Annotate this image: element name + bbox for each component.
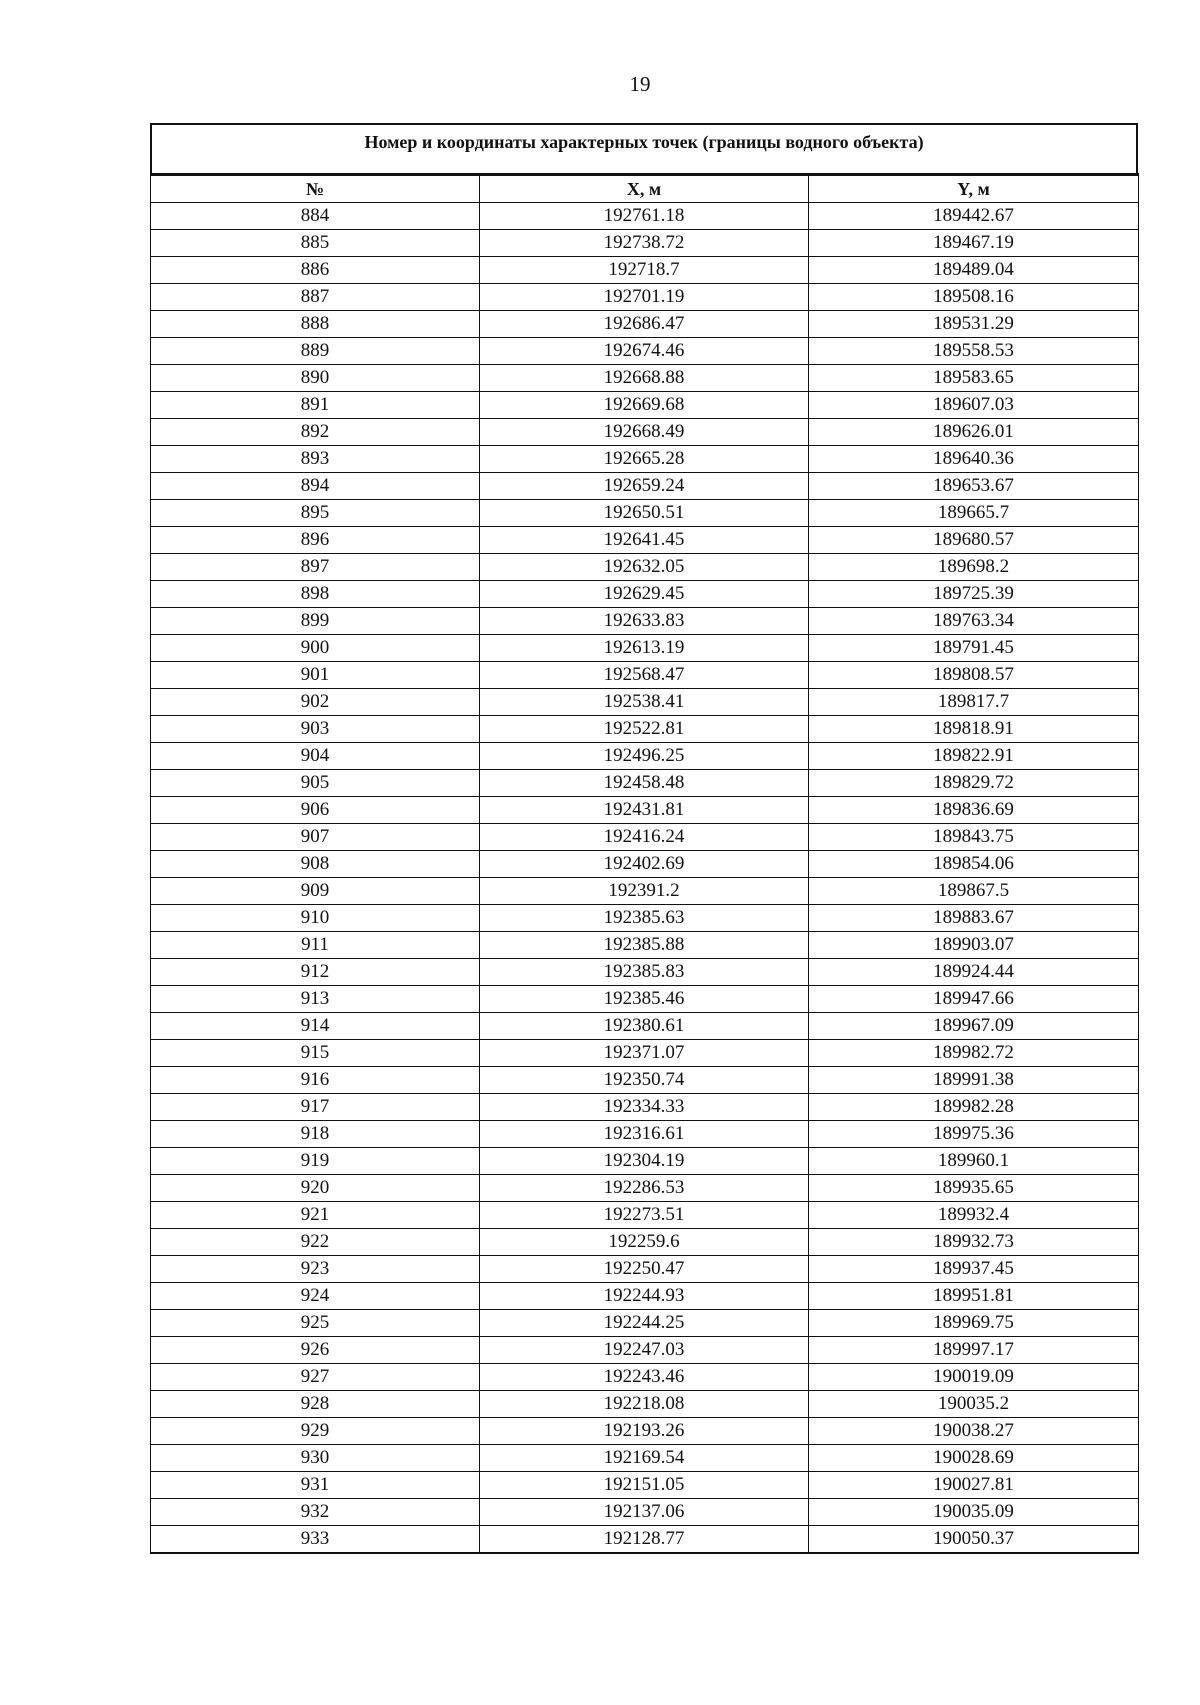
point-number-cell: 926 [151,1337,480,1364]
x-coordinate-cell: 192431.81 [480,797,809,824]
point-number-cell: 914 [151,1013,480,1040]
page-number: 19 [629,72,651,96]
coordinates-table [150,173,1139,1554]
y-coordinate-cell: 189982.28 [809,1094,1139,1121]
x-coordinate-cell: 192668.49 [480,419,809,446]
y-coordinate-cell: 189997.17 [809,1337,1139,1364]
y-coordinate-cell: 189854.06 [809,851,1139,878]
table-row [151,932,1139,959]
point-number-cell: 931 [151,1472,480,1499]
table-row [151,392,1139,419]
y-coordinate-cell: 189969.75 [809,1310,1139,1337]
point-number-cell: 900 [151,635,480,662]
x-coordinate-cell: 192243.46 [480,1364,809,1391]
point-number-cell: 922 [151,1229,480,1256]
y-coordinate-cell: 189791.45 [809,635,1139,662]
x-coordinate-cell: 192385.88 [480,932,809,959]
point-number-cell: 912 [151,959,480,986]
y-coordinate-cell: 189607.03 [809,392,1139,419]
y-coordinate-cell: 190050.37 [809,1526,1139,1554]
point-number-cell: 895 [151,500,480,527]
y-coordinate-cell: 189991.38 [809,1067,1139,1094]
y-coordinate-cell: 189883.67 [809,905,1139,932]
x-coordinate-cell: 192304.19 [480,1148,809,1175]
table-row [151,1256,1139,1283]
table-header-row [151,175,1139,203]
table-row [151,1067,1139,1094]
table-row [151,284,1139,311]
table-row [151,770,1139,797]
x-coordinate-cell: 192632.05 [480,554,809,581]
x-coordinate-cell: 192458.48 [480,770,809,797]
y-coordinate-cell: 189924.44 [809,959,1139,986]
table-body [151,203,1139,1554]
table-row [151,635,1139,662]
y-coordinate-cell: 190028.69 [809,1445,1139,1472]
column-header-y: Y, м [809,175,1139,203]
y-coordinate-cell: 189467.19 [809,230,1139,257]
x-coordinate-cell: 192496.25 [480,743,809,770]
table-row [151,365,1139,392]
table-row [151,1364,1139,1391]
y-coordinate-cell: 189829.72 [809,770,1139,797]
y-coordinate-cell: 189763.34 [809,608,1139,635]
point-number-cell: 921 [151,1202,480,1229]
point-number-cell: 933 [151,1526,480,1554]
point-number-cell: 920 [151,1175,480,1202]
table-row [151,1418,1139,1445]
y-coordinate-cell: 189960.1 [809,1148,1139,1175]
table-row [151,257,1139,284]
x-coordinate-cell: 192738.72 [480,230,809,257]
y-coordinate-cell: 189817.7 [809,689,1139,716]
point-number-cell: 886 [151,257,480,284]
x-coordinate-cell: 192247.03 [480,1337,809,1364]
y-coordinate-cell: 190019.09 [809,1364,1139,1391]
table-row [151,338,1139,365]
table-row [151,608,1139,635]
point-number-cell: 905 [151,770,480,797]
table-row [151,230,1139,257]
table-row [151,1499,1139,1526]
y-coordinate-cell: 189982.72 [809,1040,1139,1067]
point-number-cell: 890 [151,365,480,392]
table-title: Номер и координаты характерных точек (границы водного объекта) [150,123,1138,173]
x-coordinate-cell: 192259.6 [480,1229,809,1256]
table-row [151,1310,1139,1337]
point-number-cell: 898 [151,581,480,608]
y-coordinate-cell: 189932.73 [809,1229,1139,1256]
point-number-cell: 927 [151,1364,480,1391]
table-row [151,662,1139,689]
y-coordinate-cell: 189822.91 [809,743,1139,770]
table-row [151,851,1139,878]
table-row [151,878,1139,905]
x-coordinate-cell: 192522.81 [480,716,809,743]
point-number-cell: 902 [151,689,480,716]
point-number-cell: 907 [151,824,480,851]
point-number-cell: 904 [151,743,480,770]
point-number-cell: 923 [151,1256,480,1283]
table-row [151,1283,1139,1310]
y-coordinate-cell: 189867.5 [809,878,1139,905]
x-coordinate-cell: 192761.18 [480,203,809,230]
table-row [151,797,1139,824]
x-coordinate-cell: 192416.24 [480,824,809,851]
y-coordinate-cell: 190038.27 [809,1418,1139,1445]
x-coordinate-cell: 192701.19 [480,284,809,311]
x-coordinate-cell: 192633.83 [480,608,809,635]
point-number-cell: 925 [151,1310,480,1337]
point-number-cell: 917 [151,1094,480,1121]
table-row [151,1472,1139,1499]
table-row [151,473,1139,500]
point-number-cell: 884 [151,203,480,230]
x-coordinate-cell: 192169.54 [480,1445,809,1472]
x-coordinate-cell: 192718.7 [480,257,809,284]
x-coordinate-cell: 192244.93 [480,1283,809,1310]
x-coordinate-cell: 192218.08 [480,1391,809,1418]
x-coordinate-cell: 192193.26 [480,1418,809,1445]
table-row [151,581,1139,608]
table-row [151,986,1139,1013]
x-coordinate-cell: 192538.41 [480,689,809,716]
table-row [151,1013,1139,1040]
point-number-cell: 911 [151,932,480,959]
y-coordinate-cell: 189836.69 [809,797,1139,824]
table-row [151,1229,1139,1256]
table-row [151,203,1139,230]
point-number-cell: 915 [151,1040,480,1067]
y-coordinate-cell: 189698.2 [809,554,1139,581]
y-coordinate-cell: 189947.66 [809,986,1139,1013]
table-row [151,1040,1139,1067]
coordinates-table-container [150,123,1138,1554]
point-number-cell: 897 [151,554,480,581]
point-number-cell: 894 [151,473,480,500]
table-row [151,959,1139,986]
x-coordinate-cell: 192568.47 [480,662,809,689]
point-number-cell: 885 [151,230,480,257]
y-coordinate-cell: 189951.81 [809,1283,1139,1310]
y-coordinate-cell: 189508.16 [809,284,1139,311]
y-coordinate-cell: 189531.29 [809,311,1139,338]
y-coordinate-cell: 189558.53 [809,338,1139,365]
column-header-number: № [151,175,480,203]
x-coordinate-cell: 192244.25 [480,1310,809,1337]
x-coordinate-cell: 192334.33 [480,1094,809,1121]
table-row [151,716,1139,743]
x-coordinate-cell: 192350.74 [480,1067,809,1094]
point-number-cell: 916 [151,1067,480,1094]
point-number-cell: 909 [151,878,480,905]
x-coordinate-cell: 192137.06 [480,1499,809,1526]
y-coordinate-cell: 189583.65 [809,365,1139,392]
column-header-x: X, м [480,175,809,203]
y-coordinate-cell: 189818.91 [809,716,1139,743]
y-coordinate-cell: 189680.57 [809,527,1139,554]
y-coordinate-cell: 189967.09 [809,1013,1139,1040]
table-row [151,1094,1139,1121]
point-number-cell: 896 [151,527,480,554]
x-coordinate-cell: 192273.51 [480,1202,809,1229]
y-coordinate-cell: 189935.65 [809,1175,1139,1202]
table-row [151,446,1139,473]
point-number-cell: 891 [151,392,480,419]
table-row [151,554,1139,581]
y-coordinate-cell: 189442.67 [809,203,1139,230]
point-number-cell: 918 [151,1121,480,1148]
table-row [151,1445,1139,1472]
point-number-cell: 893 [151,446,480,473]
x-coordinate-cell: 192668.88 [480,365,809,392]
point-number-cell: 932 [151,1499,480,1526]
x-coordinate-cell: 192613.19 [480,635,809,662]
x-coordinate-cell: 192391.2 [480,878,809,905]
point-number-cell: 913 [151,986,480,1013]
y-coordinate-cell: 189640.36 [809,446,1139,473]
point-number-cell: 910 [151,905,480,932]
x-coordinate-cell: 192686.47 [480,311,809,338]
y-coordinate-cell: 189903.07 [809,932,1139,959]
point-number-cell: 929 [151,1418,480,1445]
y-coordinate-cell: 190035.09 [809,1499,1139,1526]
x-coordinate-cell: 192151.05 [480,1472,809,1499]
x-coordinate-cell: 192402.69 [480,851,809,878]
table-row [151,743,1139,770]
x-coordinate-cell: 192385.46 [480,986,809,1013]
x-coordinate-cell: 192250.47 [480,1256,809,1283]
point-number-cell: 889 [151,338,480,365]
table-row [151,311,1139,338]
point-number-cell: 901 [151,662,480,689]
x-coordinate-cell: 192385.63 [480,905,809,932]
table-row [151,905,1139,932]
x-coordinate-cell: 192641.45 [480,527,809,554]
point-number-cell: 919 [151,1148,480,1175]
x-coordinate-cell: 192385.83 [480,959,809,986]
x-coordinate-cell: 192665.28 [480,446,809,473]
point-number-cell: 924 [151,1283,480,1310]
x-coordinate-cell: 192316.61 [480,1121,809,1148]
table-row [151,824,1139,851]
y-coordinate-cell: 190035.2 [809,1391,1139,1418]
table-row [151,1148,1139,1175]
table-row [151,1337,1139,1364]
table-row [151,1175,1139,1202]
point-number-cell: 928 [151,1391,480,1418]
table-row [151,527,1139,554]
table-row [151,1202,1139,1229]
x-coordinate-cell: 192128.77 [480,1526,809,1554]
point-number-cell: 899 [151,608,480,635]
y-coordinate-cell: 189975.36 [809,1121,1139,1148]
point-number-cell: 888 [151,311,480,338]
y-coordinate-cell: 189843.75 [809,824,1139,851]
x-coordinate-cell: 192380.61 [480,1013,809,1040]
point-number-cell: 906 [151,797,480,824]
y-coordinate-cell: 189725.39 [809,581,1139,608]
x-coordinate-cell: 192371.07 [480,1040,809,1067]
table-row [151,419,1139,446]
x-coordinate-cell: 192286.53 [480,1175,809,1202]
y-coordinate-cell: 189489.04 [809,257,1139,284]
table-row [151,1526,1139,1554]
table-row [151,1121,1139,1148]
point-number-cell: 887 [151,284,480,311]
y-coordinate-cell: 189665.7 [809,500,1139,527]
point-number-cell: 903 [151,716,480,743]
point-number-cell: 892 [151,419,480,446]
x-coordinate-cell: 192674.46 [480,338,809,365]
y-coordinate-cell: 189653.67 [809,473,1139,500]
point-number-cell: 908 [151,851,480,878]
y-coordinate-cell: 189808.57 [809,662,1139,689]
y-coordinate-cell: 189626.01 [809,419,1139,446]
x-coordinate-cell: 192669.68 [480,392,809,419]
table-row [151,500,1139,527]
table-row [151,689,1139,716]
table-row [151,1391,1139,1418]
point-number-cell: 930 [151,1445,480,1472]
y-coordinate-cell: 190027.81 [809,1472,1139,1499]
x-coordinate-cell: 192629.45 [480,581,809,608]
y-coordinate-cell: 189932.4 [809,1202,1139,1229]
x-coordinate-cell: 192650.51 [480,500,809,527]
y-coordinate-cell: 189937.45 [809,1256,1139,1283]
x-coordinate-cell: 192659.24 [480,473,809,500]
